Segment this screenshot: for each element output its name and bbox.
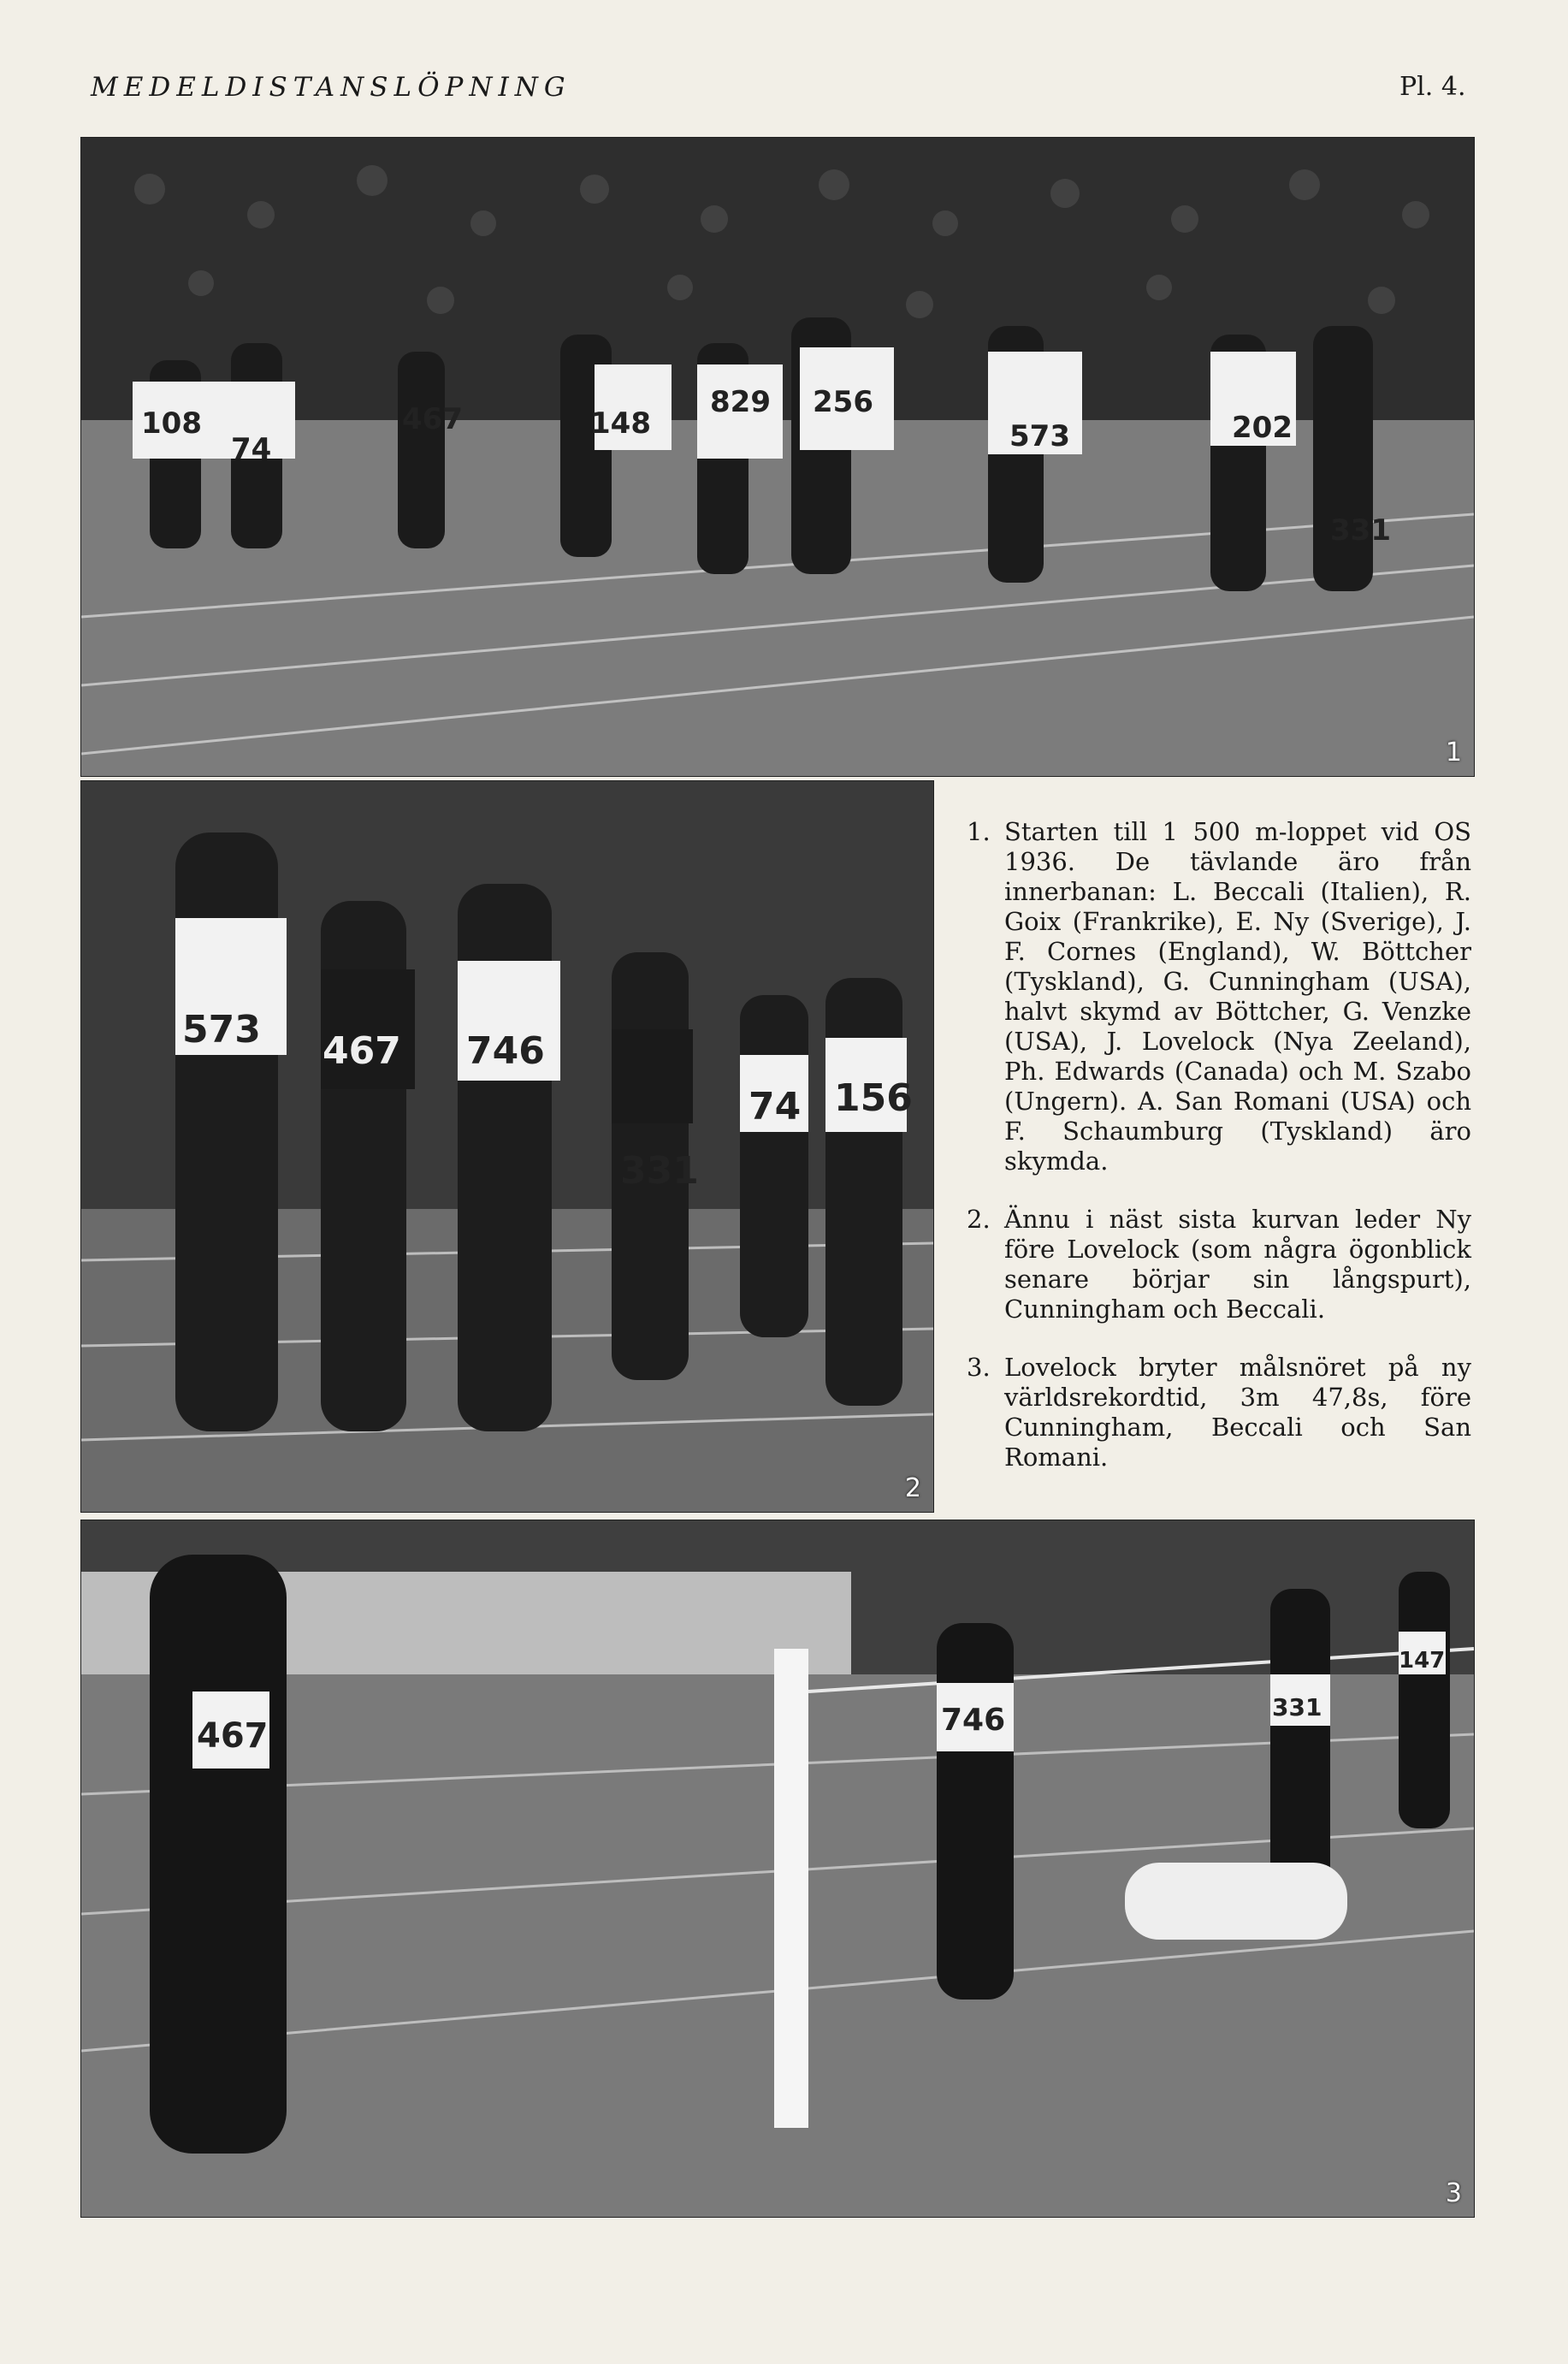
caption-item [967,817,1471,1176]
svg-text:331: 331 [1330,513,1391,548]
photo-number: 2 [904,1473,921,1503]
svg-text:331: 331 [620,1149,699,1193]
section-title: MEDELDISTANSLÖPNING [91,72,571,103]
svg-text:829: 829 [710,385,771,419]
svg-text:467: 467 [322,1029,401,1073]
svg-text:746: 746 [466,1029,545,1073]
svg-text:331: 331 [1272,1693,1322,1721]
svg-text:746: 746 [941,1703,1006,1738]
svg-text:573: 573 [182,1008,261,1052]
svg-text:467: 467 [197,1716,269,1756]
photo-number: 1 [1445,738,1462,767]
photo-finish-line-illustration [81,1520,1474,2217]
svg-text:108: 108 [141,406,202,441]
svg-text:147: 147 [1399,1648,1446,1674]
svg-text:74: 74 [748,1085,802,1129]
svg-text:148: 148 [590,406,651,441]
photo-penultimate-bend [80,780,934,1513]
photo-race-start-illustration [81,138,1474,776]
caption-text: Lovelock bryter målsnöret på ny världsrekordtid, 3m 47,8s, före Cunningham, Beccali och San Romani. [1004,1353,1471,1472]
caption-number: 3. [967,1353,991,1382]
svg-text:156: 156 [834,1076,913,1120]
caption-number: 2. [967,1205,991,1234]
photo-finish-line [80,1520,1475,2218]
caption-item [967,1353,1471,1472]
photo-penultimate-bend-illustration [81,781,933,1512]
photo-race-start [80,137,1475,777]
plate-number: Pl. 4. [1399,72,1466,102]
svg-text:256: 256 [813,385,873,419]
caption-text: Ännu i näst sista kurvan leder Ny före Lovelock (som några ögonblick senare börjar sin långspurt), Cunningham och Beccali. [1004,1205,1471,1324]
svg-text:202: 202 [1232,411,1293,445]
svg-text:467: 467 [402,402,463,436]
svg-text:573: 573 [1009,419,1070,453]
captions [967,817,1471,1501]
caption-text: Starten till 1 500 m-loppet vid OS 1936. De tävlande äro från innerbanan: L. Beccali (Italien), R. Goix (Frankrike), E. Ny (Sverige), J. F. Cornes (England), W. Böttcher (Tyskland), G. Cunningham (USA), halvt skymd av Böttcher, G. Venzke (USA), J. Lovelock (Nya Zeeland), Ph. Edwards (Canada) och M. Szabo (Ungern). A. San Romani (USA) och F. Schaumburg (Tyskland) äro skymda. [1004,817,1471,1176]
caption-number: 1. [967,817,991,846]
caption-item [967,1205,1471,1324]
photo-number: 3 [1445,2178,1462,2208]
svg-text:74: 74 [231,432,272,466]
